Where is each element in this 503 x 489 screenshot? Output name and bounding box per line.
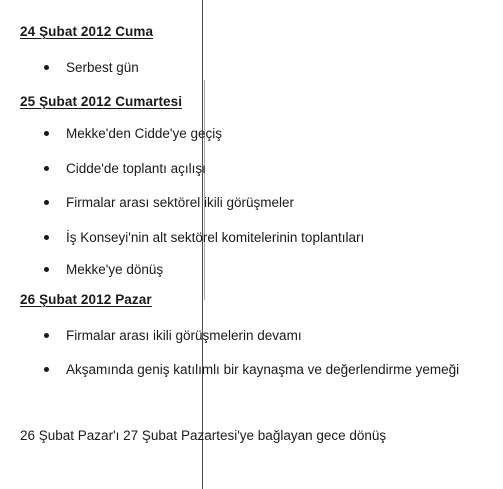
bullet-icon: [44, 267, 49, 272]
list-item-text: İş Konseyi'nin alt sektörel komitelerinin toplantıları: [66, 230, 365, 245]
list-item-text: Firmalar arası sektörel ikili görüşmeler: [66, 195, 295, 210]
bullet-icon: [44, 65, 49, 70]
bullet-icon: [44, 200, 49, 205]
list-item-text: Akşamında geniş katılımlı bir kaynaşma ve değerlendirme yemeği: [66, 362, 460, 377]
bullet-icon: [44, 166, 49, 171]
list-item-text: Firmalar arası ikili görüşmelerin devamı: [66, 328, 302, 343]
list-item: [44, 262, 163, 277]
bullet-icon: [44, 235, 49, 240]
day-heading-26-subat: 26 Şubat 2012 Pazar: [20, 292, 152, 307]
list-item: [44, 161, 206, 176]
bullet-icon: [44, 131, 49, 136]
scan-fold-line-shadow: [204, 80, 205, 300]
day-heading-25-subat: 25 Şubat 2012 Cumartesi: [20, 94, 183, 109]
list-item: [44, 328, 302, 343]
bullet-icon: [44, 333, 49, 338]
list-item-text: Serbest gün: [66, 60, 139, 75]
list-item-text: Mekke'ye dönüş: [66, 262, 164, 277]
list-item: [44, 60, 139, 75]
day-heading-24-subat: 24 Şubat 2012 Cuma: [20, 24, 154, 39]
list-item: [44, 126, 222, 141]
list-item-text: Mekke'den Cidde'ye geçiş: [66, 126, 222, 141]
list-item-text: Cidde'de toplantı açılışı: [66, 161, 206, 176]
list-item: [44, 230, 364, 245]
list-item: [44, 362, 459, 377]
closing-note: 26 Şubat Pazar'ı 27 Şubat Pazartesi'ye bağlayan gece dönüş: [20, 428, 387, 443]
list-item: [44, 195, 294, 210]
bullet-icon: [44, 367, 49, 372]
